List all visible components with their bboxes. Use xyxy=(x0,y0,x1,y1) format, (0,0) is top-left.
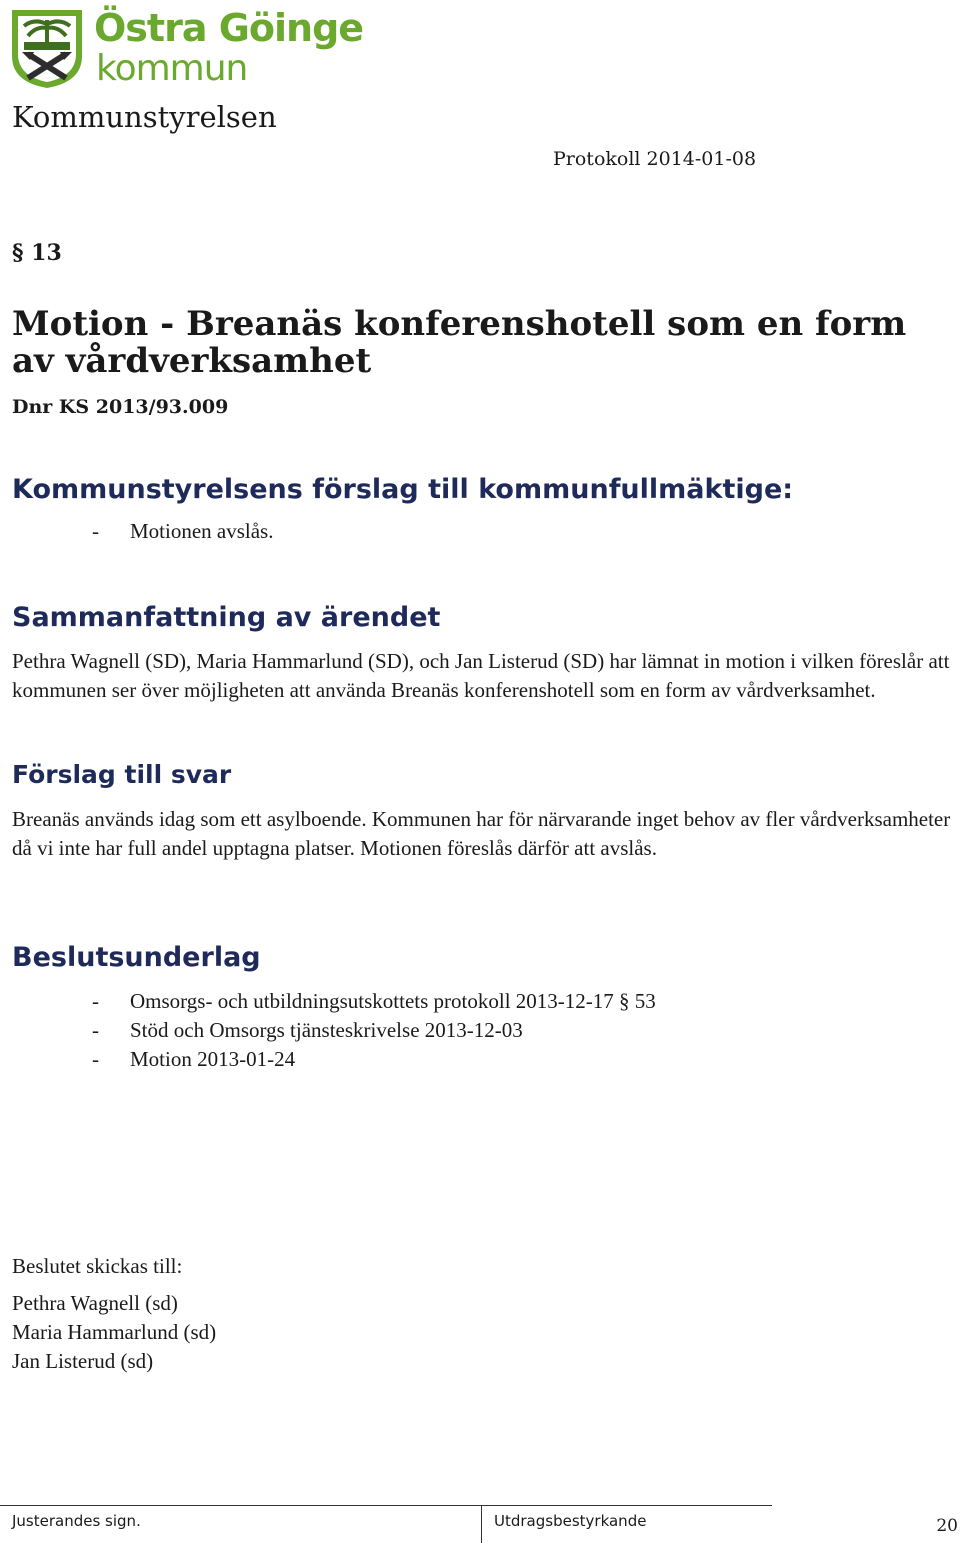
municipality-logo xyxy=(10,6,364,92)
document-title: Motion - Breanäs konferenshotell som en form av vårdverksamhet xyxy=(12,304,907,381)
organization-name: Kommunstyrelsen xyxy=(12,100,277,134)
coat-of-arms-icon xyxy=(10,8,84,90)
logo-text-name: Östra Göinge xyxy=(94,6,364,50)
signature-label: Justerandes sign. xyxy=(12,1512,141,1530)
recipient: Maria Hammarlund (sd) xyxy=(12,1320,217,1344)
answer-text: Breanäs används idag som ett asylboende. Kommunen har för närvarande inget behov av fler vårdverksamheter då vi inte har full andel upptagna platser. Motionen föreslås därför att avslås. xyxy=(12,807,951,860)
case-number: Dnr KS 2013/93.009 xyxy=(12,396,229,418)
page-number: 20 xyxy=(936,1516,958,1536)
footer-divider xyxy=(0,1505,772,1506)
answer-heading: Förslag till svar xyxy=(12,760,232,789)
recipient: Pethra Wagnell (sd) xyxy=(12,1291,178,1315)
recipient: Jan Listerud (sd) xyxy=(12,1349,154,1373)
paragraph-number: § 13 xyxy=(12,240,62,266)
summary-heading: Sammanfattning av ärendet xyxy=(12,602,441,633)
basis-heading: Beslutsunderlag xyxy=(12,942,261,973)
protocol-date: Protokoll 2014-01-08 xyxy=(553,148,757,170)
logo-text-kommun: kommun xyxy=(96,48,248,89)
certification-label: Utdragsbestyrkande xyxy=(494,1512,647,1530)
proposal-heading: Kommunstyrelsens förslag till kommunfullmäktige: xyxy=(12,474,794,505)
summary-text: Pethra Wagnell (SD), Maria Hammarlund (SD), och Jan Listerud (SD) har lämnat in motion i vilken föreslår att kommunen ser över möjligheten att använda Breanäs konferenshotell som en form av vårdverksamhet. xyxy=(12,649,950,702)
sent-to-label: Beslutet skickas till: xyxy=(12,1254,183,1278)
footer-separator xyxy=(481,1505,482,1543)
